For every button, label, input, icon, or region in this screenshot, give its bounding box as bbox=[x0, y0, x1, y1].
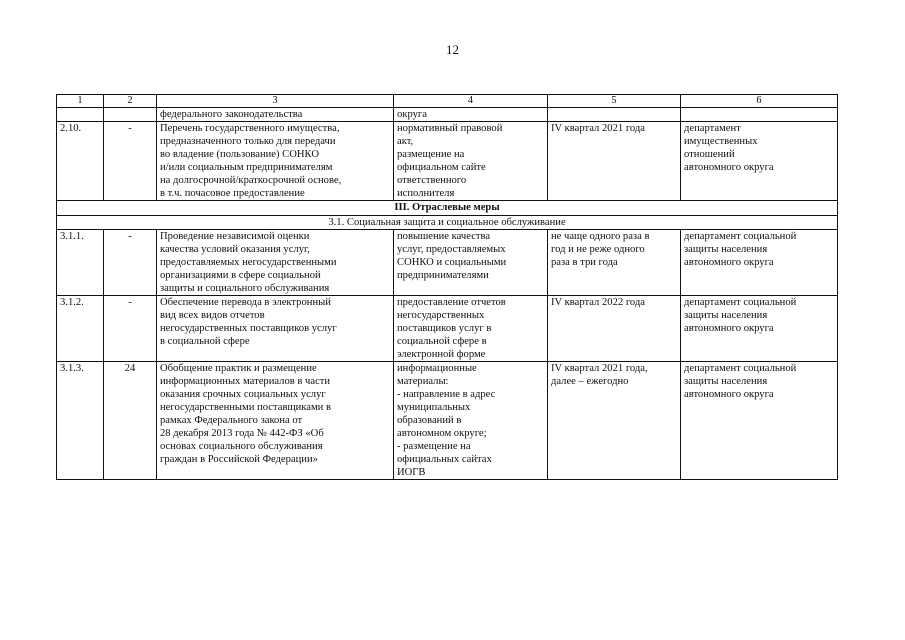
cell-responsible: департамент социальной защиты населения автономного округа bbox=[681, 296, 838, 362]
cell-number: 3.1.3. bbox=[57, 362, 104, 480]
section-title: III. Отраслевые меры bbox=[57, 201, 838, 216]
cell-deadline: IV квартал 2021 года bbox=[548, 122, 681, 201]
cell-measure: Перечень государственного имущества, предназначенного только для передачи во владение (пользование) СОНКО и/или социальным предпринимателям на долгосрочной/краткосрочной основе, в т.ч. почасовое предоставление bbox=[157, 122, 394, 201]
section-heading-row bbox=[57, 201, 838, 216]
cell-empty bbox=[57, 108, 104, 122]
cell-deadline: IV квартал 2021 года, далее – ежегодно bbox=[548, 362, 681, 480]
subsection-title: 3.1. Социальная защита и социальное обслуживание bbox=[57, 216, 838, 230]
column-number: 4 bbox=[394, 95, 548, 108]
page-number: 12 bbox=[446, 42, 459, 57]
table-row bbox=[57, 362, 838, 480]
cell-reference: - bbox=[104, 296, 157, 362]
column-number: 5 bbox=[548, 95, 681, 108]
table-row bbox=[57, 230, 838, 296]
measures-table bbox=[56, 94, 838, 480]
cell-number: 3.1.1. bbox=[57, 230, 104, 296]
cell-result: округа bbox=[394, 108, 548, 122]
cell-result: предоставление отчетов негосударственных поставщиков услуг в социальной сфере в электронной форме bbox=[394, 296, 548, 362]
cell-reference: 24 bbox=[104, 362, 157, 480]
cell-measure: Обобщение практик и размещение информационных материалов в части оказания срочных социальных услуг негосударственными поставщиками в рамках Федерального закона от 28 декабря 2013 года № 442-ФЗ «Об основах социального обслуживания граждан в Российской Федерации» bbox=[157, 362, 394, 480]
table-row bbox=[57, 122, 838, 201]
cell-responsible: департамент имущественных отношений автономного округа bbox=[681, 122, 838, 201]
cell-reference: - bbox=[104, 230, 157, 296]
cell-result: информационные материалы: - направление в адрес муниципальных образований в автономном округе; - размещение на официальных сайтах ИОГВ bbox=[394, 362, 548, 480]
table-row bbox=[57, 296, 838, 362]
cell-result: повышение качества услуг, предоставляемых СОНКО и социальными предпринимателями bbox=[394, 230, 548, 296]
cell-responsible: департамент социальной защиты населения автономного округа bbox=[681, 362, 838, 480]
cell-reference: - bbox=[104, 122, 157, 201]
column-number: 2 bbox=[104, 95, 157, 108]
column-number: 1 bbox=[57, 95, 104, 108]
continuation-row bbox=[57, 108, 838, 122]
cell-empty bbox=[681, 108, 838, 122]
cell-number: 2.10. bbox=[57, 122, 104, 201]
cell-responsible: департамент социальной защиты населения автономного округа bbox=[681, 230, 838, 296]
cell-measure: Проведение независимой оценки качества условий оказания услуг, предоставляемых негосударственными организациями в сфере социальной защиты и социального обслуживания bbox=[157, 230, 394, 296]
cell-measure: федерального законодательства bbox=[157, 108, 394, 122]
column-number: 6 bbox=[681, 95, 838, 108]
cell-empty bbox=[104, 108, 157, 122]
cell-deadline: не чаще одного раза в год и не реже одного раза в три года bbox=[548, 230, 681, 296]
cell-measure: Обеспечение перевода в электронный вид всех видов отчетов негосударственных поставщиков услуг в социальной сфере bbox=[157, 296, 394, 362]
subsection-heading-row bbox=[57, 216, 838, 230]
column-number: 3 bbox=[157, 95, 394, 108]
cell-empty bbox=[548, 108, 681, 122]
cell-result: нормативный правовой акт, размещение на официальном сайте ответственного исполнителя bbox=[394, 122, 548, 201]
cell-number: 3.1.2. bbox=[57, 296, 104, 362]
column-number-row bbox=[57, 95, 838, 108]
cell-deadline: IV квартал 2022 года bbox=[548, 296, 681, 362]
